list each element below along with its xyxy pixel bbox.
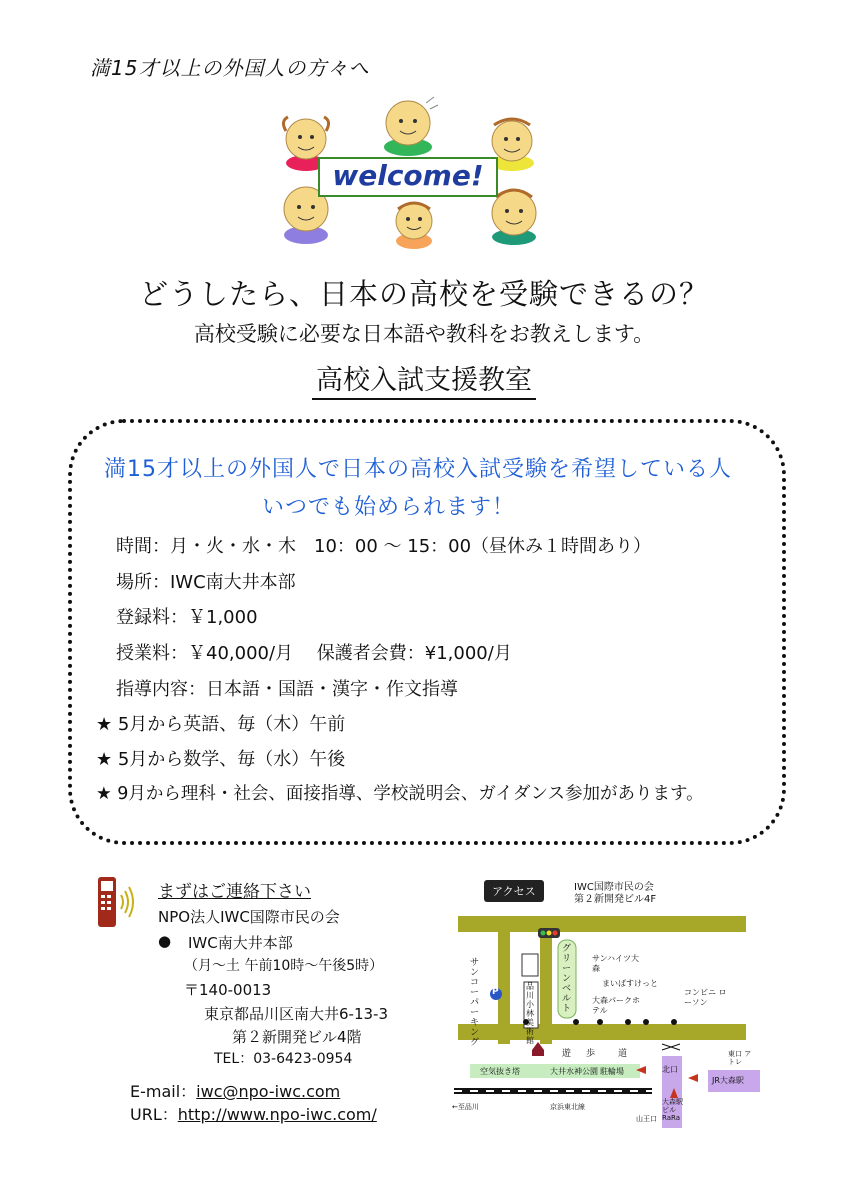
map-path-c: 道 bbox=[618, 1049, 628, 1059]
road-bottom bbox=[458, 1024, 746, 1040]
sub-headline: 高校受験に必要な日本語や教科をお教えします。 bbox=[193, 322, 655, 346]
tuition-line: 授業料：￥40,000/月 保護者会費：¥1,000/月 bbox=[116, 643, 512, 664]
map-hotel-label: 大森パークホテル bbox=[592, 996, 640, 1015]
map-jr-label: JR大森駅 bbox=[712, 1076, 744, 1085]
map-park-label: 大井水神公園 bbox=[550, 1067, 598, 1076]
map-building-label bbox=[574, 882, 656, 906]
map-parking-label: サンコーパーキング bbox=[470, 958, 480, 1048]
map-maibasket-label: まいばすけっと bbox=[602, 979, 658, 988]
email-link[interactable]: iwc@npo-iwc.com bbox=[196, 1082, 341, 1101]
english-class-line: ★ 5月から英語、毎（木）午前 bbox=[96, 714, 346, 735]
map-building-line-2: 第２新開発ビル4F bbox=[574, 894, 657, 905]
office-hours: （月～土 午前10時～午後5時） bbox=[184, 958, 384, 974]
kid-face-icon bbox=[492, 190, 536, 245]
iwc-building bbox=[522, 954, 538, 976]
math-class-line: ★ 5月から数学、毎（水）午後 bbox=[96, 749, 346, 770]
office-name: IWC南大井本部 bbox=[188, 934, 293, 952]
phone-icon bbox=[96, 875, 136, 929]
map-to-shinagawa: ←至品川 bbox=[452, 1103, 479, 1111]
postal-code: 〒140-0013 bbox=[184, 981, 272, 999]
arrow-left-icon bbox=[688, 1074, 698, 1082]
website-link[interactable]: http://www.npo-iwc.com/ bbox=[177, 1105, 377, 1124]
address-line-2: 第２新開発ビル4階 bbox=[232, 1028, 362, 1046]
schedule-line: 時間：月・火・水・木 10：00 ～ 15：00（昼休み１時間あり） bbox=[116, 536, 652, 557]
target-audience: 満15才以上の外国人で日本の高校入試受験を希望している人 bbox=[104, 457, 732, 482]
map-air-tower-label: 空気抜き塔 bbox=[480, 1067, 520, 1076]
email-label: E-mail： bbox=[130, 1082, 197, 1101]
map-path-b: 歩 bbox=[586, 1049, 596, 1059]
start-anytime: いつでも始められます！ bbox=[262, 495, 516, 520]
content-line: 指導内容：日本語・国語・漢字・作文指導 bbox=[116, 679, 458, 700]
map-atre-label: 東口 アトレ bbox=[728, 1050, 752, 1066]
map-building-line-1: IWC国際市民の会 bbox=[574, 882, 654, 893]
access-label: アクセス bbox=[484, 880, 544, 902]
map-sunheights-label: サンハイツ大森 bbox=[592, 954, 640, 973]
org-name: NPO法人IWC国際市民の会 bbox=[158, 908, 340, 926]
kid-face-icon bbox=[384, 97, 438, 156]
map-parking-mark: P bbox=[492, 987, 499, 997]
map-path-a: 遊 bbox=[562, 1049, 572, 1059]
welcome-sign: welcome! bbox=[318, 157, 498, 197]
main-question: どうしたら、日本の高校を受験できるの？ bbox=[138, 277, 709, 311]
registration-fee-line: 登録料：￥1,000 bbox=[116, 607, 258, 628]
map-north-exit: 北口 bbox=[662, 1065, 678, 1074]
map-sanno-label: 山王口 bbox=[636, 1115, 657, 1123]
url-row bbox=[130, 1102, 377, 1125]
address-line-1: 東京都品川区南大井6-13-3 bbox=[204, 1005, 388, 1023]
science-class-line: ★ 9月から理科・社会、面接指導、学校説明会、ガイダンス参加があります。 bbox=[96, 784, 704, 804]
audience-title: 満15才以上の外国人の方々へ bbox=[90, 56, 370, 80]
telephone: TEL：03-6423-0954 bbox=[214, 1051, 353, 1067]
map-lawson-label: コンビニ ローソン bbox=[684, 988, 727, 1007]
map-museum-label: 品川小林美術館 bbox=[526, 982, 534, 1045]
url-label: URL： bbox=[130, 1105, 178, 1124]
map-keihin-label: 京浜東北線 bbox=[550, 1103, 585, 1111]
access-map bbox=[450, 872, 790, 1134]
bullet-icon: ● bbox=[158, 932, 172, 950]
location-line: 場所：IWC南大井本部 bbox=[116, 572, 296, 593]
map-bike-label: 駐輪場 bbox=[600, 1067, 624, 1076]
course-title-text: 高校入試支援教室 bbox=[312, 365, 536, 400]
contact-heading: まずはご連絡下さい bbox=[158, 882, 311, 902]
kid-face-icon bbox=[396, 203, 432, 249]
map-rafa-label: 大森駅ビル RaRa bbox=[662, 1098, 683, 1122]
course-title bbox=[0, 358, 848, 397]
map-greenbelt-label: グリーンベルト bbox=[562, 944, 572, 1014]
email-row bbox=[130, 1079, 340, 1102]
